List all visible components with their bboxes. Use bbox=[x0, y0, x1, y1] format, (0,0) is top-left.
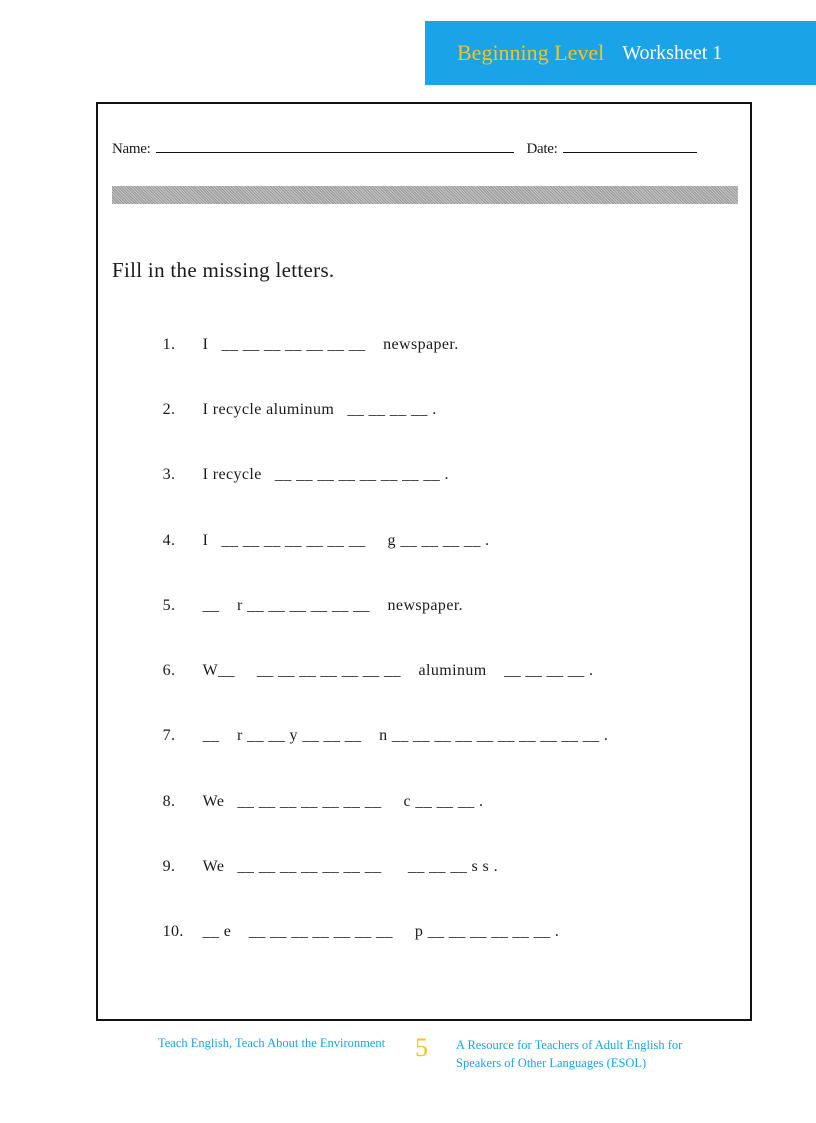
exercise-item[interactable] bbox=[145, 514, 490, 568]
worksheet-header-tab bbox=[425, 21, 816, 85]
exercise-item[interactable] bbox=[145, 709, 608, 763]
exercise-item[interactable] bbox=[145, 905, 559, 959]
item-text: I recycle __ __ __ __ __ __ __ __ . bbox=[202, 466, 449, 483]
worksheet-frame bbox=[96, 102, 752, 1021]
worksheet-label: Worksheet 1 bbox=[622, 41, 723, 64]
item-number: 6. bbox=[162, 662, 176, 679]
exercise-item[interactable] bbox=[145, 318, 459, 372]
instructions-heading: Fill in the missing letters. bbox=[112, 258, 335, 282]
exercise-item[interactable] bbox=[145, 383, 437, 437]
name-field[interactable] bbox=[156, 138, 514, 153]
date-label: Date: bbox=[526, 141, 558, 157]
exercise-item[interactable] bbox=[145, 775, 483, 829]
footer-subtitle-line-2: Speakers of Other Languages (ESOL) bbox=[456, 1056, 647, 1070]
item-text: __ r __ __ y __ __ __ n __ __ __ __ __ __ __ __ __ __ . bbox=[202, 727, 609, 744]
item-text: I __ __ __ __ __ __ __ newspaper. bbox=[202, 336, 459, 353]
name-date-row bbox=[112, 138, 697, 158]
page-number: 5 bbox=[415, 1033, 428, 1062]
item-number: 4. bbox=[162, 532, 176, 549]
item-text: I __ __ __ __ __ __ __ g __ __ __ __ . bbox=[202, 532, 490, 549]
exercise-item[interactable] bbox=[145, 448, 449, 502]
item-text: I recycle aluminum __ __ __ __ . bbox=[202, 401, 437, 418]
name-label: Name: bbox=[112, 141, 151, 157]
item-number: 2. bbox=[162, 401, 176, 418]
item-number: 7. bbox=[162, 727, 176, 744]
level-label: Beginning Level bbox=[457, 40, 605, 65]
footer-subtitle bbox=[456, 1036, 682, 1072]
item-number: 10. bbox=[162, 923, 184, 940]
footer-title: Teach English, Teach About the Environment bbox=[158, 1036, 386, 1050]
footer-subtitle-line-1: A Resource for Teachers of Adult English for bbox=[456, 1038, 683, 1052]
item-text: __ r __ __ __ __ __ __ newspaper. bbox=[202, 597, 464, 614]
date-field[interactable] bbox=[563, 138, 697, 153]
item-number: 1. bbox=[162, 336, 176, 353]
item-text: __ e __ __ __ __ __ __ __ p __ __ __ __ __ __ . bbox=[202, 923, 560, 940]
exercise-item[interactable] bbox=[145, 579, 463, 633]
item-text: W__ __ __ __ __ __ __ __ aluminum __ __ __ __ . bbox=[202, 662, 594, 679]
item-number: 3. bbox=[162, 466, 176, 483]
item-number: 5. bbox=[162, 597, 176, 614]
exercise-item[interactable] bbox=[145, 644, 593, 698]
exercise-item[interactable] bbox=[145, 840, 498, 894]
item-text: We __ __ __ __ __ __ __ __ __ __ s s . bbox=[202, 858, 498, 875]
section-divider-bar bbox=[112, 186, 738, 204]
item-text: We __ __ __ __ __ __ __ c __ __ __ . bbox=[202, 793, 484, 810]
item-number: 8. bbox=[162, 793, 176, 810]
item-number: 9. bbox=[162, 858, 176, 875]
